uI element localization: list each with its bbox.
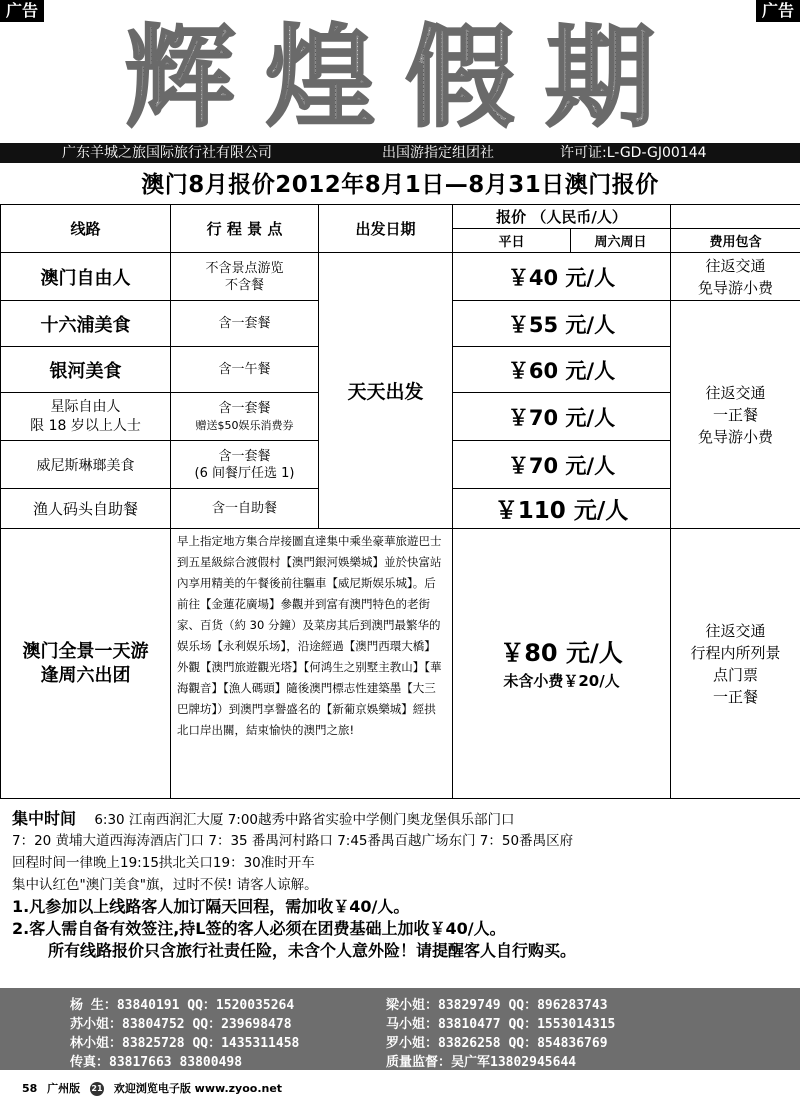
itinerary-line: 赠送$50娱乐消费券 [195,418,294,432]
tour-price-cell [453,529,671,799]
price-value: ￥70 元/人 [453,393,671,441]
table-row-tour [1,529,800,799]
route-line: 星际自由人 [50,398,121,415]
ad-tag-left: 广告 [0,0,44,22]
route-line: 限 18 岁以上人士 [30,417,141,434]
route-name: 十六浦美食 [1,301,171,347]
price-value: ￥40 元/人 [453,253,671,301]
contact-line: 质量监督：吴广军13802945644 [386,1055,577,1070]
included-line: 一正餐 [713,405,759,424]
included-line: 行程内所列景 [690,643,781,662]
itinerary-line: 含一套餐 [171,301,319,347]
included-cell [671,529,800,799]
ad-tag-right: 广告 [756,0,800,22]
brand-title [85,18,725,138]
route-line: 澳门全景一天游 [22,640,149,662]
price-table [0,204,800,799]
notes-section [12,808,792,962]
itinerary-line: 含一套餐 [218,448,271,464]
route-line: 逢周六出团 [40,664,131,686]
rule-1: 1.凡参加以上线路客人加订隔天回程，需加收￥40/人。 [12,897,410,916]
contacts-panel [0,988,800,1070]
header-route: 线路 [1,205,171,253]
included-cell [671,253,800,301]
itinerary-line: 不含餐 [224,277,264,293]
included-line: 往返交通 [705,383,766,402]
itinerary-cell [171,253,319,301]
route-name [1,529,171,799]
contact-line: 林小姐：83825728 QQ：1435311458 [70,1036,300,1051]
table-row [1,253,800,301]
gather-line-2: 7：20 黄埔大道西海涛酒店门口 7：35 番禺河村路口 7:45番禺百越广场东门 7：50番禺区府 [12,833,574,849]
header-included: 费用包含 [671,229,800,253]
price-value: ￥55 元/人 [453,301,671,347]
price-value: ￥70 元/人 [453,441,671,489]
price-value: ￥60 元/人 [453,347,671,393]
route-name: 澳门自由人 [1,253,171,301]
included-line: 往返交通 [705,256,766,275]
rule-2: 2.客人需自备有效签注,持L签的客人必须在团费基础上加收￥40/人。 [12,919,506,938]
itinerary-cell [171,441,319,489]
header-price: 报价 （人民币/人） [453,205,671,229]
header-blank [671,205,800,229]
route-name: 银河美食 [1,347,171,393]
price-headline: 澳门8月报价2012年8月1日—8月31日澳门报价 [141,172,659,198]
brand-title-text: 辉煌假期 [125,18,685,138]
flag-note: 集中认红色"澳门美食"旗，过时不侯! 请客人谅解。 [12,877,318,893]
itinerary-line: 含一自助餐 [171,489,319,529]
insurance-note: 所有线路报价只含旅行社责任险，未含个人意外险！请提醒客人自行购买。 [48,941,577,960]
header-departure: 出发日期 [319,205,453,253]
price-note: 未含小费￥20/人 [503,672,620,690]
itinerary-line: (6 间餐厅任选 1) [194,465,295,481]
price-value: ￥110 元/人 [453,489,671,529]
company-designation: 出国游指定组团社 [382,145,494,161]
company-license: 许可证:L-GD-GJ00144 [560,145,707,161]
itinerary-cell [171,393,319,441]
edition-label: 广州版 [47,1082,81,1095]
header-weekend: 周六周日 [571,229,671,253]
included-line: 往返交通 [705,621,766,640]
gather-label: 集中时间 [12,809,77,828]
page-footer [22,1080,288,1096]
included-line: 点门票 [713,665,759,684]
itinerary-line: 不含景点游览 [205,260,284,276]
contact-line: 马小姐：83810477 QQ：1553014315 [386,1017,616,1032]
contact-line: 梁小姐：83829749 QQ：896283743 [386,998,608,1013]
route-name: 威尼斯琳瑯美食 [1,441,171,489]
included-line: 一正餐 [713,687,759,706]
contact-line: 杨 生：83840191 QQ：1520035264 [70,998,295,1013]
header-weekday: 平日 [453,229,571,253]
price-value: ￥80 元/人 [500,639,623,667]
route-name: 渔人码头自助餐 [1,489,171,529]
contact-line: 苏小姐：83804752 QQ：239698478 [70,1017,292,1032]
included-cell [671,301,800,529]
header-itinerary: 行 程 景 点 [171,205,319,253]
included-line: 免导游小费 [698,427,774,446]
page-number: 58 [22,1082,38,1095]
departure-daily: 天天出发 [319,253,453,529]
contact-line: 罗小姐：83826258 QQ：854836769 [386,1036,608,1051]
contact-line: 传真：83817663 83800498 [70,1055,243,1070]
itinerary-line: 含一午餐 [171,347,319,393]
itinerary-line: 含一套餐 [218,400,271,416]
gather-line-1 [12,808,792,830]
promo-text: 欢迎浏览电子版 www.zyoo.net [113,1082,283,1095]
gather-points: 6:30 江南西润汇大厦 7:00越秀中路省实验中学侧门奥龙堡俱乐部门口 [94,812,515,828]
logo-icon: 21 [90,1082,104,1096]
company-name: 广东羊城之旅国际旅行社有限公司 [62,145,272,161]
included-line: 免导游小费 [698,278,774,297]
route-name [1,393,171,441]
return-time: 回程时间一律晚上19:15拱北关口19：30准时开车 [12,855,315,871]
tour-itinerary: 早上指定地方集合岸接圖直達集中乘坐豪華旅遊巴士到五星級綜合渡假村【澳門銀河娛樂城】並於快富站內享用精美的午餐後前往驅車【威尼斯娱乐城】。后前往【金蓮花廣場】參觀并到富有澳門特色的老街家、百货（約 30 分鐘）及菜房其后到澳門最繁华的娱乐场【永利娱乐场】，沿途經過【澳門西環大橋】外觀【澳門旅遊觀光塔】【何鸿生之别墅主教山】【華海觀音】【漁人碼頭】隨後澳門標志性建築墨【大三巴牌坊】）到澳門享譽盛名的【新葡京娛樂城】經拱北口岸出關，結束愉快的澳門之旅! [171,529,453,799]
company-band [0,143,800,163]
